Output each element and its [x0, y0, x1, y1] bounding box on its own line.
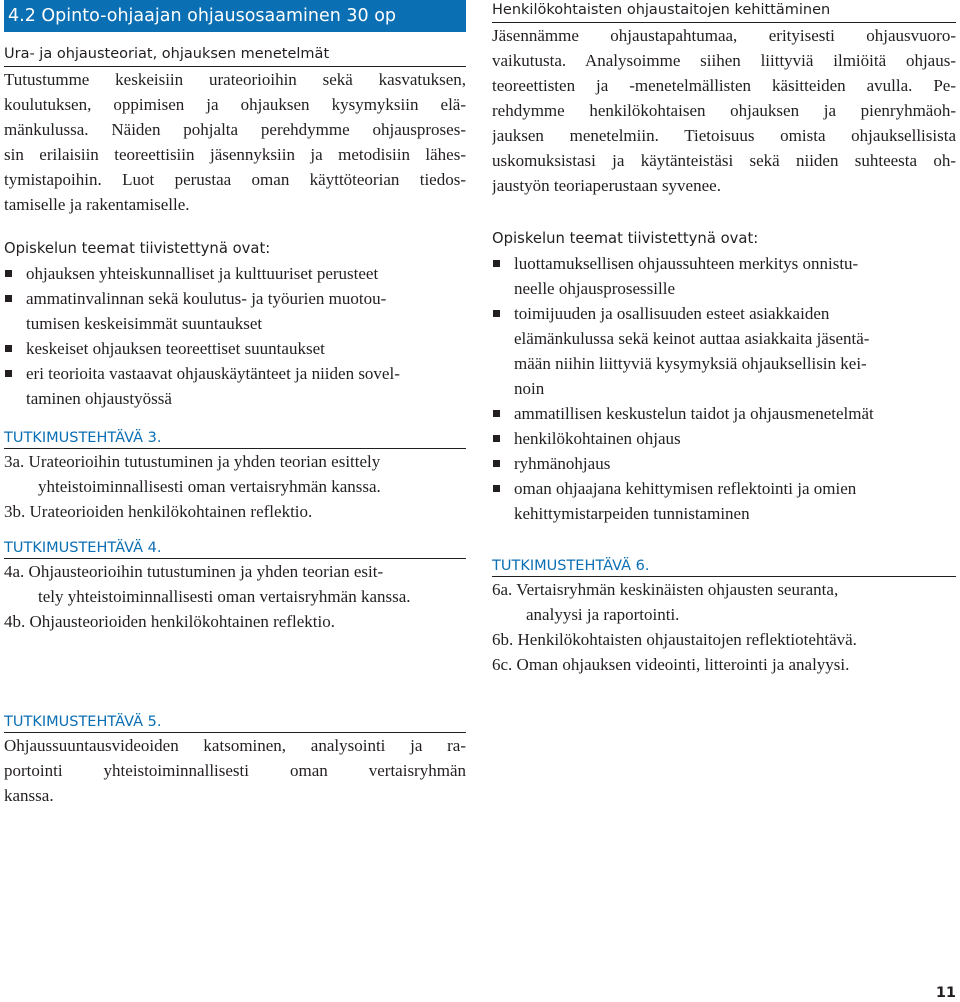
text-line: ammatillisen keskustelun taidot ja ohjausmenetelmät: [514, 404, 874, 423]
text-line: portointi yhteistoiminnallisesti oman vertaisryhmän: [4, 761, 466, 780]
text-line: henkilökohtainen ohjaus: [514, 429, 681, 448]
task-item: [492, 627, 956, 652]
left-subheading: Ura- ja ohjausteoriat, ohjauksen menetelmät: [4, 44, 466, 67]
text-line: toimijuuden ja osallisuuden esteet asiakkaiden: [514, 304, 830, 323]
task-item: [4, 499, 466, 524]
text-line: tamiselle ja rakentamiselle.: [4, 195, 190, 214]
right-themes-list: [492, 251, 956, 526]
task-item: [492, 577, 956, 627]
left-column: [4, 0, 466, 634]
text-line: tymistapoihin. Luot perustaa oman käyttöteorian tiedos-: [4, 170, 466, 189]
theme-list-item: [4, 336, 466, 361]
theme-list-item: [492, 251, 956, 301]
task-item: [492, 652, 956, 677]
square-bullet-icon: [5, 345, 12, 352]
text-line: analyysi ja raportointi.: [526, 605, 680, 624]
text-line: teoreettisten ja -menetelmällisten käsitteiden avulla. Pe-: [492, 76, 956, 95]
right-column: [492, 0, 956, 677]
text-line: 4a. Ohjausteorioihin tutustuminen ja yhden teorian esit-: [4, 562, 384, 581]
text-line: tumisen keskeisimmät suuntaukset: [26, 314, 263, 333]
left-themes-intro: Opiskelun teemat tiivistettynä ovat:: [4, 240, 271, 257]
text-line: 6c. Oman ohjauksen videointi, litterointi ja analyysi.: [492, 655, 850, 674]
theme-list-item: [492, 426, 956, 451]
task-item: [4, 559, 466, 609]
text-line: ryhmänohjaus: [514, 454, 611, 473]
text-line: sin erilaisiin teoreettisiin jäsennyksiin ja metodisiin lähes-: [4, 145, 466, 164]
text-line: taminen ohjaustyössä: [26, 389, 172, 408]
task6-items: [492, 577, 956, 677]
task6-heading: TUTKIMUSTEHTÄVÄ 6.: [492, 556, 956, 577]
text-line: kehittymistarpeiden tunnistaminen: [514, 504, 750, 523]
task5-paragraph: [4, 733, 466, 808]
text-line: 3a. Urateorioihin tutustuminen ja yhden teorian esittely: [4, 452, 381, 471]
task-item: [4, 449, 466, 499]
task-item: [4, 609, 466, 634]
left-paragraph: [4, 67, 466, 217]
text-line: mänkulussa. Näiden pohjalta perehdymme ohjausproses-: [4, 120, 466, 139]
text-line: Tutustumme keskeisiin urateorioihin sekä kasvatuksen,: [4, 70, 466, 89]
left-themes-list: [4, 261, 466, 411]
text-line: noin: [514, 379, 545, 398]
text-line: eri teorioita vastaavat ohjauskäytänteet ja niiden sovel-: [26, 364, 400, 383]
square-bullet-icon: [5, 370, 12, 377]
section-heading: 4.2 Opinto-ohjaajan ohjausosaaminen 30 op: [4, 0, 466, 32]
text-line: 3b. Urateorioiden henkilökohtainen reflektio.: [4, 502, 313, 521]
page-number: 11: [935, 985, 956, 1001]
text-line: kanssa.: [4, 786, 54, 805]
theme-list-item: [4, 361, 466, 411]
text-line: oman ohjaajana kehittymisen reflektointi ja omien: [514, 479, 857, 498]
theme-list-item: [492, 451, 956, 476]
right-paragraph: [492, 23, 956, 198]
text-line: elämänkulussa sekä keinot auttaa asiakkaita jäsentä-: [514, 329, 870, 348]
text-line: Jäsennämme ohjaustapahtumaa, erityisesti ohjausvuoro-: [492, 26, 956, 45]
task3-items: [4, 449, 466, 524]
text-line: ohjauksen yhteiskunnalliset ja kulttuuriset perusteet: [26, 264, 379, 283]
text-line: keskeiset ohjauksen teoreettiset suuntaukset: [26, 339, 325, 358]
theme-list-item: [4, 286, 466, 336]
text-line: mään niihin liittyviä kysymyksiä ohjauksellisin kei-: [514, 354, 867, 373]
square-bullet-icon: [5, 295, 12, 302]
text-line: rehdymme henkilökohtaisen ohjauksen ja pienryhmäoh-: [492, 101, 956, 120]
text-line: 6b. Henkilökohtaisten ohjaustaitojen reflektiotehtävä.: [492, 630, 857, 649]
task4-items: [4, 559, 466, 634]
text-line: luottamuksellisen ohjaussuhteen merkitys onnistu-: [514, 254, 859, 273]
task5-heading: TUTKIMUSTEHTÄVÄ 5.: [4, 712, 466, 733]
right-themes-intro: Opiskelun teemat tiivistettynä ovat:: [492, 230, 759, 247]
theme-list-item: [492, 476, 956, 526]
text-line: Ohjaussuuntausvideoiden katsominen, analysointi ja ra-: [4, 736, 466, 755]
text-line: neelle ohjausprosessille: [514, 279, 675, 298]
square-bullet-icon: [493, 260, 500, 267]
text-line: tely yhteistoiminnallisesti oman vertaisryhmän kanssa.: [38, 587, 411, 606]
theme-list-item: [492, 401, 956, 426]
text-line: yhteistoiminnallisesti oman vertaisryhmän kanssa.: [38, 477, 381, 496]
square-bullet-icon: [493, 310, 500, 317]
square-bullet-icon: [5, 270, 12, 277]
text-line: uskomuksistasi ja käytänteistäsi sekä niiden suhteesta oh-: [492, 151, 956, 170]
theme-list-item: [4, 261, 466, 286]
square-bullet-icon: [493, 460, 500, 467]
text-line: ammatinvalinnan sekä koulutus- ja työurien muotou-: [26, 289, 387, 308]
text-line: jauksen menetelmiin. Tietoisuus omista ohjauksellisista: [492, 126, 956, 145]
text-line: 6a. Vertaisryhmän keskinäisten ohjausten seuranta,: [492, 580, 839, 599]
right-subheading: Henkilökohtaisten ohjaustaitojen kehittäminen: [492, 0, 956, 23]
text-line: jaustyön teoriaperustaan syvenee.: [492, 176, 721, 195]
task5-block: [4, 712, 466, 808]
text-line: 4b. Ohjausteorioiden henkilökohtainen reflektio.: [4, 612, 335, 631]
task4-heading: TUTKIMUSTEHTÄVÄ 4.: [4, 538, 466, 559]
task3-heading: TUTKIMUSTEHTÄVÄ 3.: [4, 428, 466, 449]
text-line: koulutuksen, oppimisen ja ohjauksen kysymyksiin elä-: [4, 95, 466, 114]
square-bullet-icon: [493, 435, 500, 442]
square-bullet-icon: [493, 410, 500, 417]
theme-list-item: [492, 301, 956, 401]
text-line: vaikutusta. Analysoimme siihen liittyviä ilmiöitä ohjaus-: [492, 51, 956, 70]
square-bullet-icon: [493, 485, 500, 492]
